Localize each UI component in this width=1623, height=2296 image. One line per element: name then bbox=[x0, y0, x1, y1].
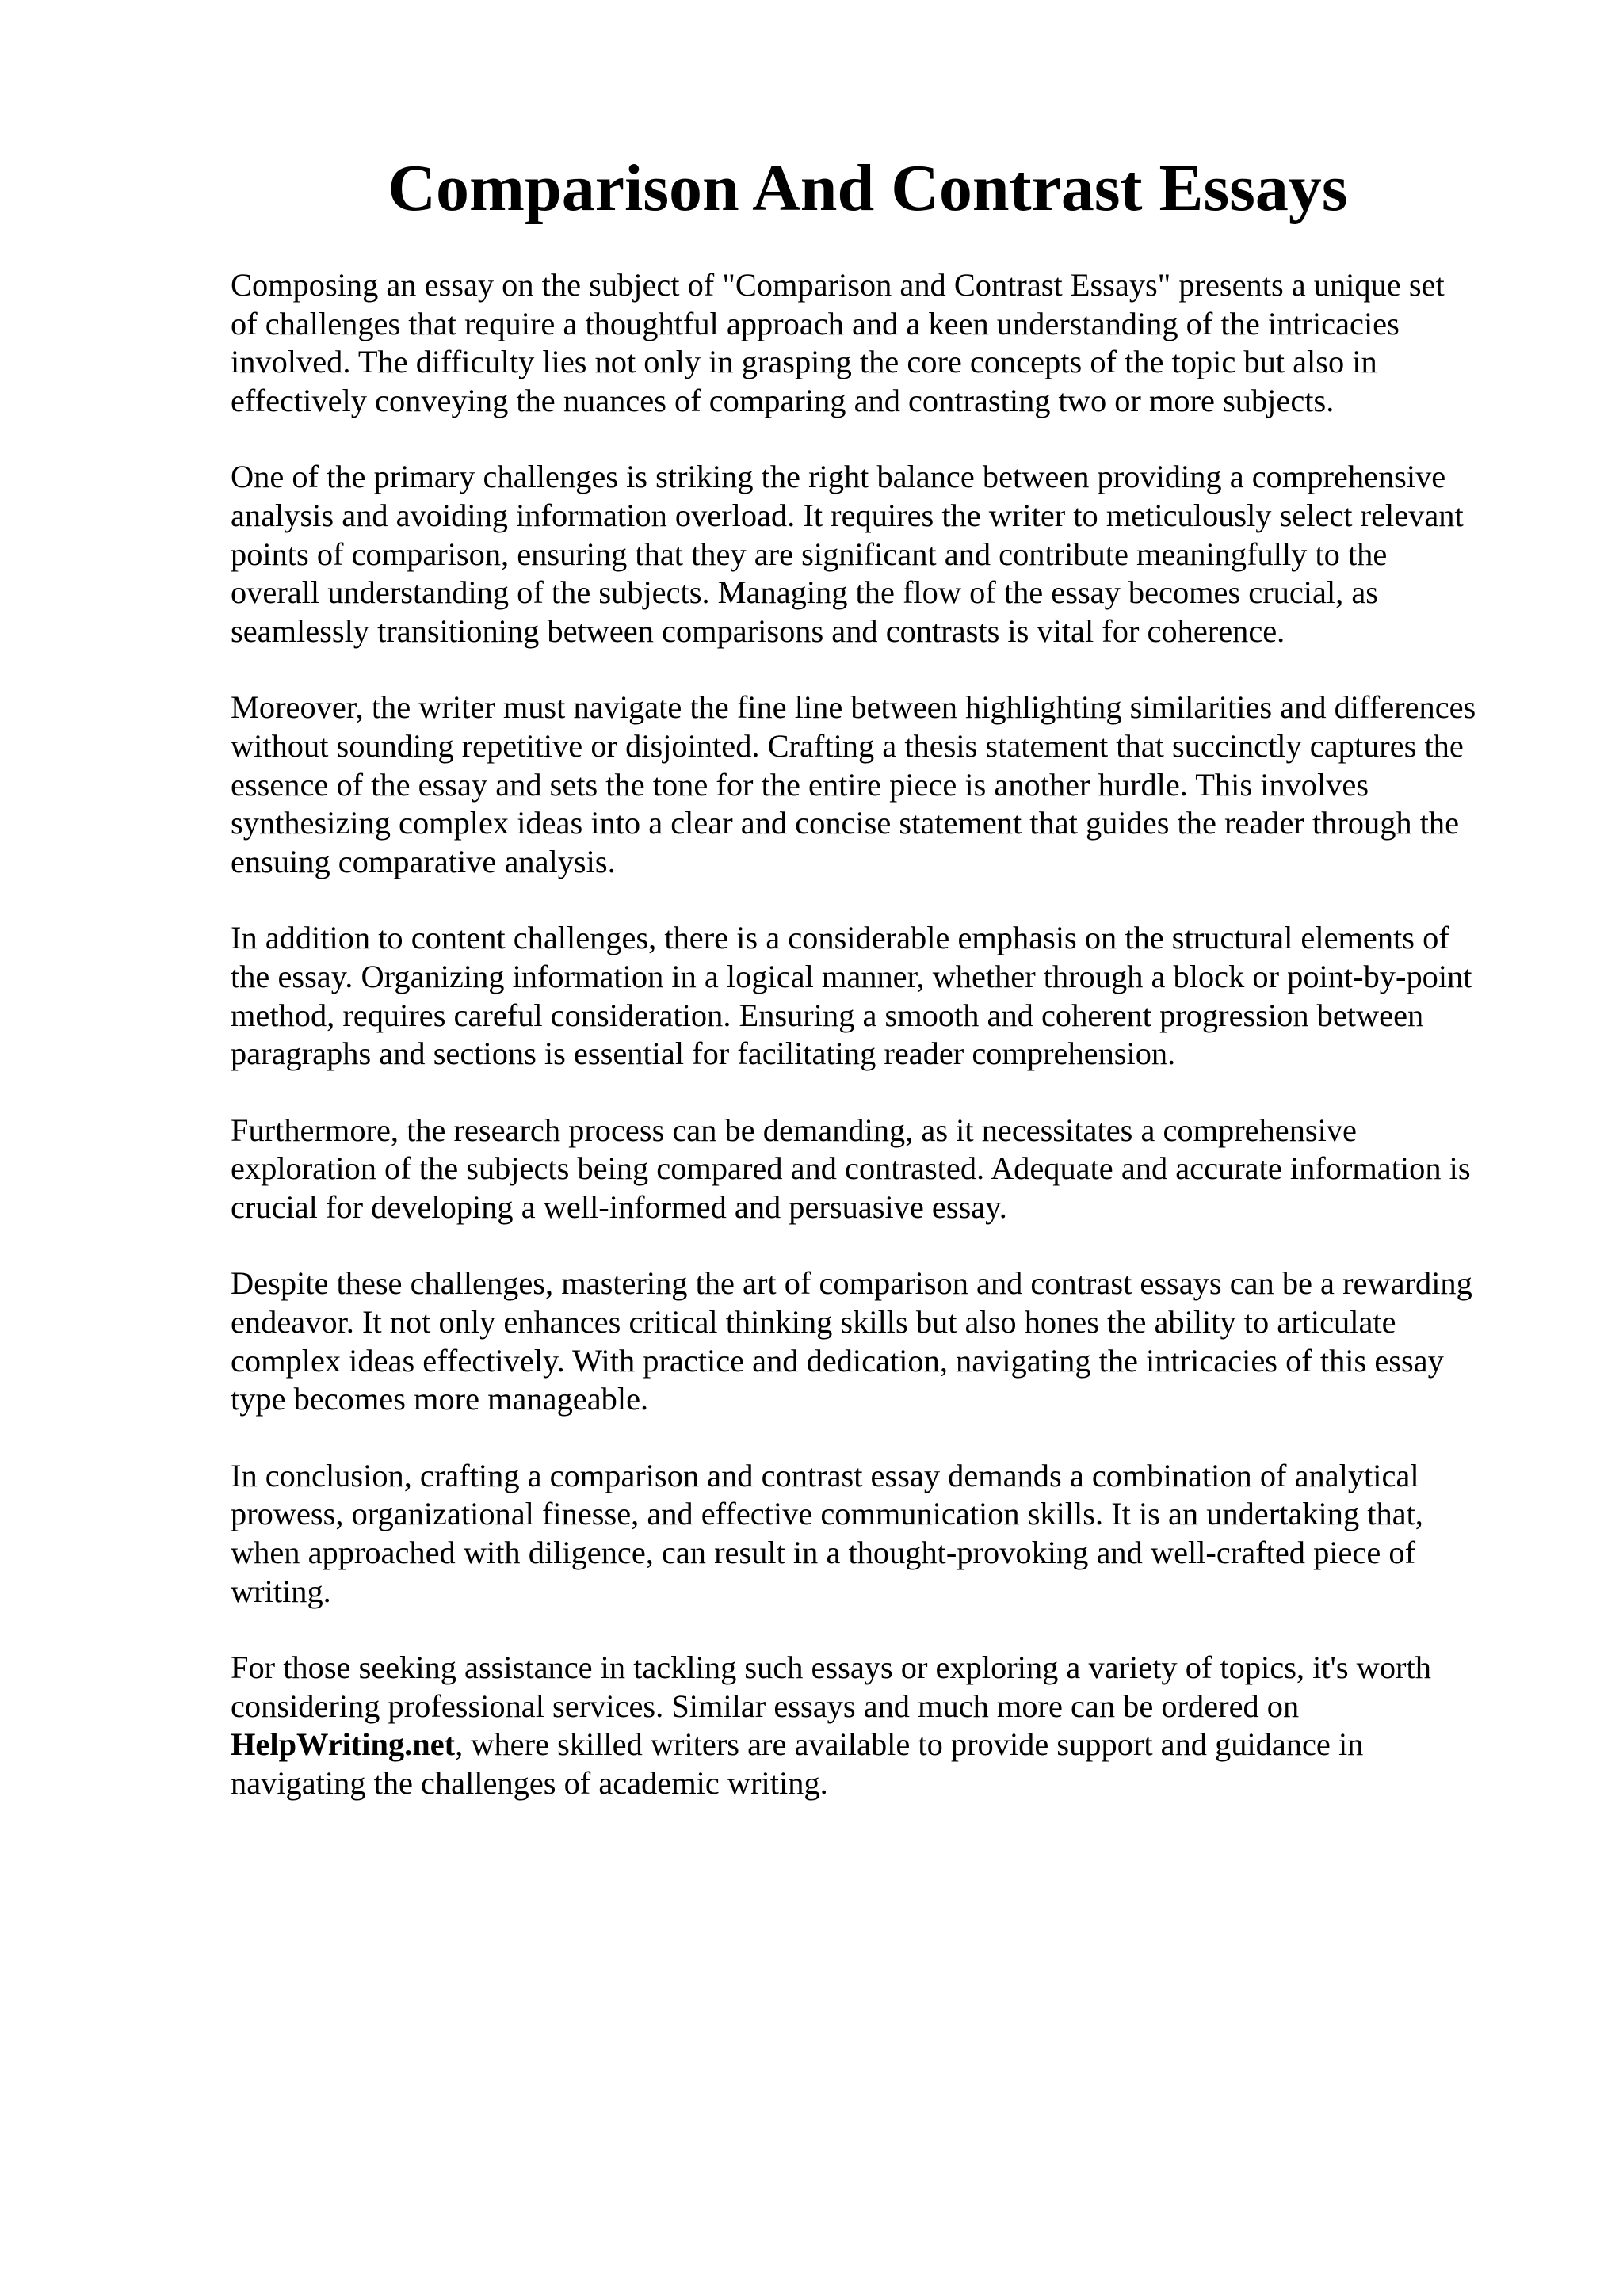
text-line: essence of the essay and sets the tone for the entire piece is another hurdle. This involves bbox=[231, 766, 1369, 803]
text-line: ensuing comparative analysis. bbox=[231, 843, 616, 879]
text-line: prowess, organizational finesse, and effective communication skills. It is an undertaking that, bbox=[231, 1496, 1423, 1532]
text-line: the essay. Organizing information in a logical manner, whether through a block or point-by-point bbox=[231, 958, 1472, 994]
essay-body bbox=[231, 266, 1530, 1841]
text-line: involved. The difficulty lies not only in grasping the core concepts of the topic but also in bbox=[231, 344, 1377, 380]
paragraph-4 bbox=[231, 919, 1530, 1073]
text-line: One of the primary challenges is striking the right balance between providing a comprehensive bbox=[231, 459, 1446, 495]
text-line: when approached with diligence, can result in a thought-provoking and well-crafted piece of bbox=[231, 1535, 1416, 1571]
text-line: Furthermore, the research process can be demanding, as it necessitates a comprehensive bbox=[231, 1112, 1357, 1148]
text-line: considering professional services. Similar essays and much more can be ordered on bbox=[231, 1688, 1300, 1724]
paragraph-3 bbox=[231, 688, 1530, 881]
text-line: In conclusion, crafting a comparison and contrast essay demands a combination of analytical bbox=[231, 1457, 1419, 1493]
brand-name: HelpWriting.net bbox=[231, 1726, 456, 1763]
text-line: method, requires careful consideration. Ensuring a smooth and coherent progression between bbox=[231, 997, 1424, 1033]
text-line: without sounding repetitive or disjointed. Crafting a thesis statement that succinctly captures the bbox=[231, 727, 1464, 764]
paragraph-1 bbox=[231, 266, 1530, 420]
page-title: Comparison And Contrast Essays bbox=[388, 151, 1348, 225]
text-line-with-brand bbox=[231, 1726, 1530, 1764]
text-line: writing. bbox=[231, 1573, 331, 1609]
paragraph-5 bbox=[231, 1112, 1530, 1227]
paragraph-6 bbox=[231, 1264, 1530, 1418]
text-line: navigating the challenges of academic writing. bbox=[231, 1765, 828, 1801]
paragraph-8 bbox=[231, 1649, 1530, 1802]
text-line: points of comparison, ensuring that they are significant and contribute meaningfully to the bbox=[231, 536, 1388, 572]
text-line: Moreover, the writer must navigate the fine line between highlighting similarities and differences bbox=[231, 689, 1476, 726]
paragraph-7 bbox=[231, 1457, 1530, 1611]
text-line: Composing an essay on the subject of "Comparison and Contrast Essays" presents a unique set bbox=[231, 267, 1445, 303]
text-line: For those seeking assistance in tackling such essays or exploring a variety of topics, it's worth bbox=[231, 1650, 1431, 1686]
text-line: of challenges that require a thoughtful approach and a keen understanding of the intricacies bbox=[231, 305, 1400, 341]
text-line: Despite these challenges, mastering the art of comparison and contrast essays can be a rewarding bbox=[231, 1265, 1472, 1302]
text-line: exploration of the subjects being compared and contrasted. Adequate and accurate information is bbox=[231, 1150, 1471, 1187]
text-line: overall understanding of the subjects. Managing the flow of the essay becomes crucial, as bbox=[231, 574, 1379, 611]
text-line: crucial for developing a well-informed and persuasive essay. bbox=[231, 1188, 1007, 1225]
text-line: analysis and avoiding information overload. It requires the writer to meticulously select relevant bbox=[231, 497, 1464, 533]
paragraph-2 bbox=[231, 458, 1530, 650]
text-line: synthesizing complex ideas into a clear and concise statement that guides the reader through the bbox=[231, 805, 1460, 841]
text-line: complex ideas effectively. With practice and dedication, navigating the intricacies of this essay bbox=[231, 1342, 1444, 1379]
text-line: effectively conveying the nuances of comparing and contrasting two or more subjects. bbox=[231, 382, 1335, 418]
text-line: seamlessly transitioning between comparisons and contrasts is vital for coherence. bbox=[231, 612, 1285, 649]
text-line: type becomes more manageable. bbox=[231, 1381, 649, 1417]
text-line: paragraphs and sections is essential for facilitating reader comprehension. bbox=[231, 1035, 1176, 1072]
text-line: In addition to content challenges, there is a considerable emphasis on the structural elements of bbox=[231, 920, 1449, 956]
text-fragment: , where skilled writers are available to provide support and guidance in bbox=[455, 1726, 1364, 1763]
text-line: endeavor. It not only enhances critical thinking skills but also hones the ability to articulate bbox=[231, 1304, 1396, 1341]
